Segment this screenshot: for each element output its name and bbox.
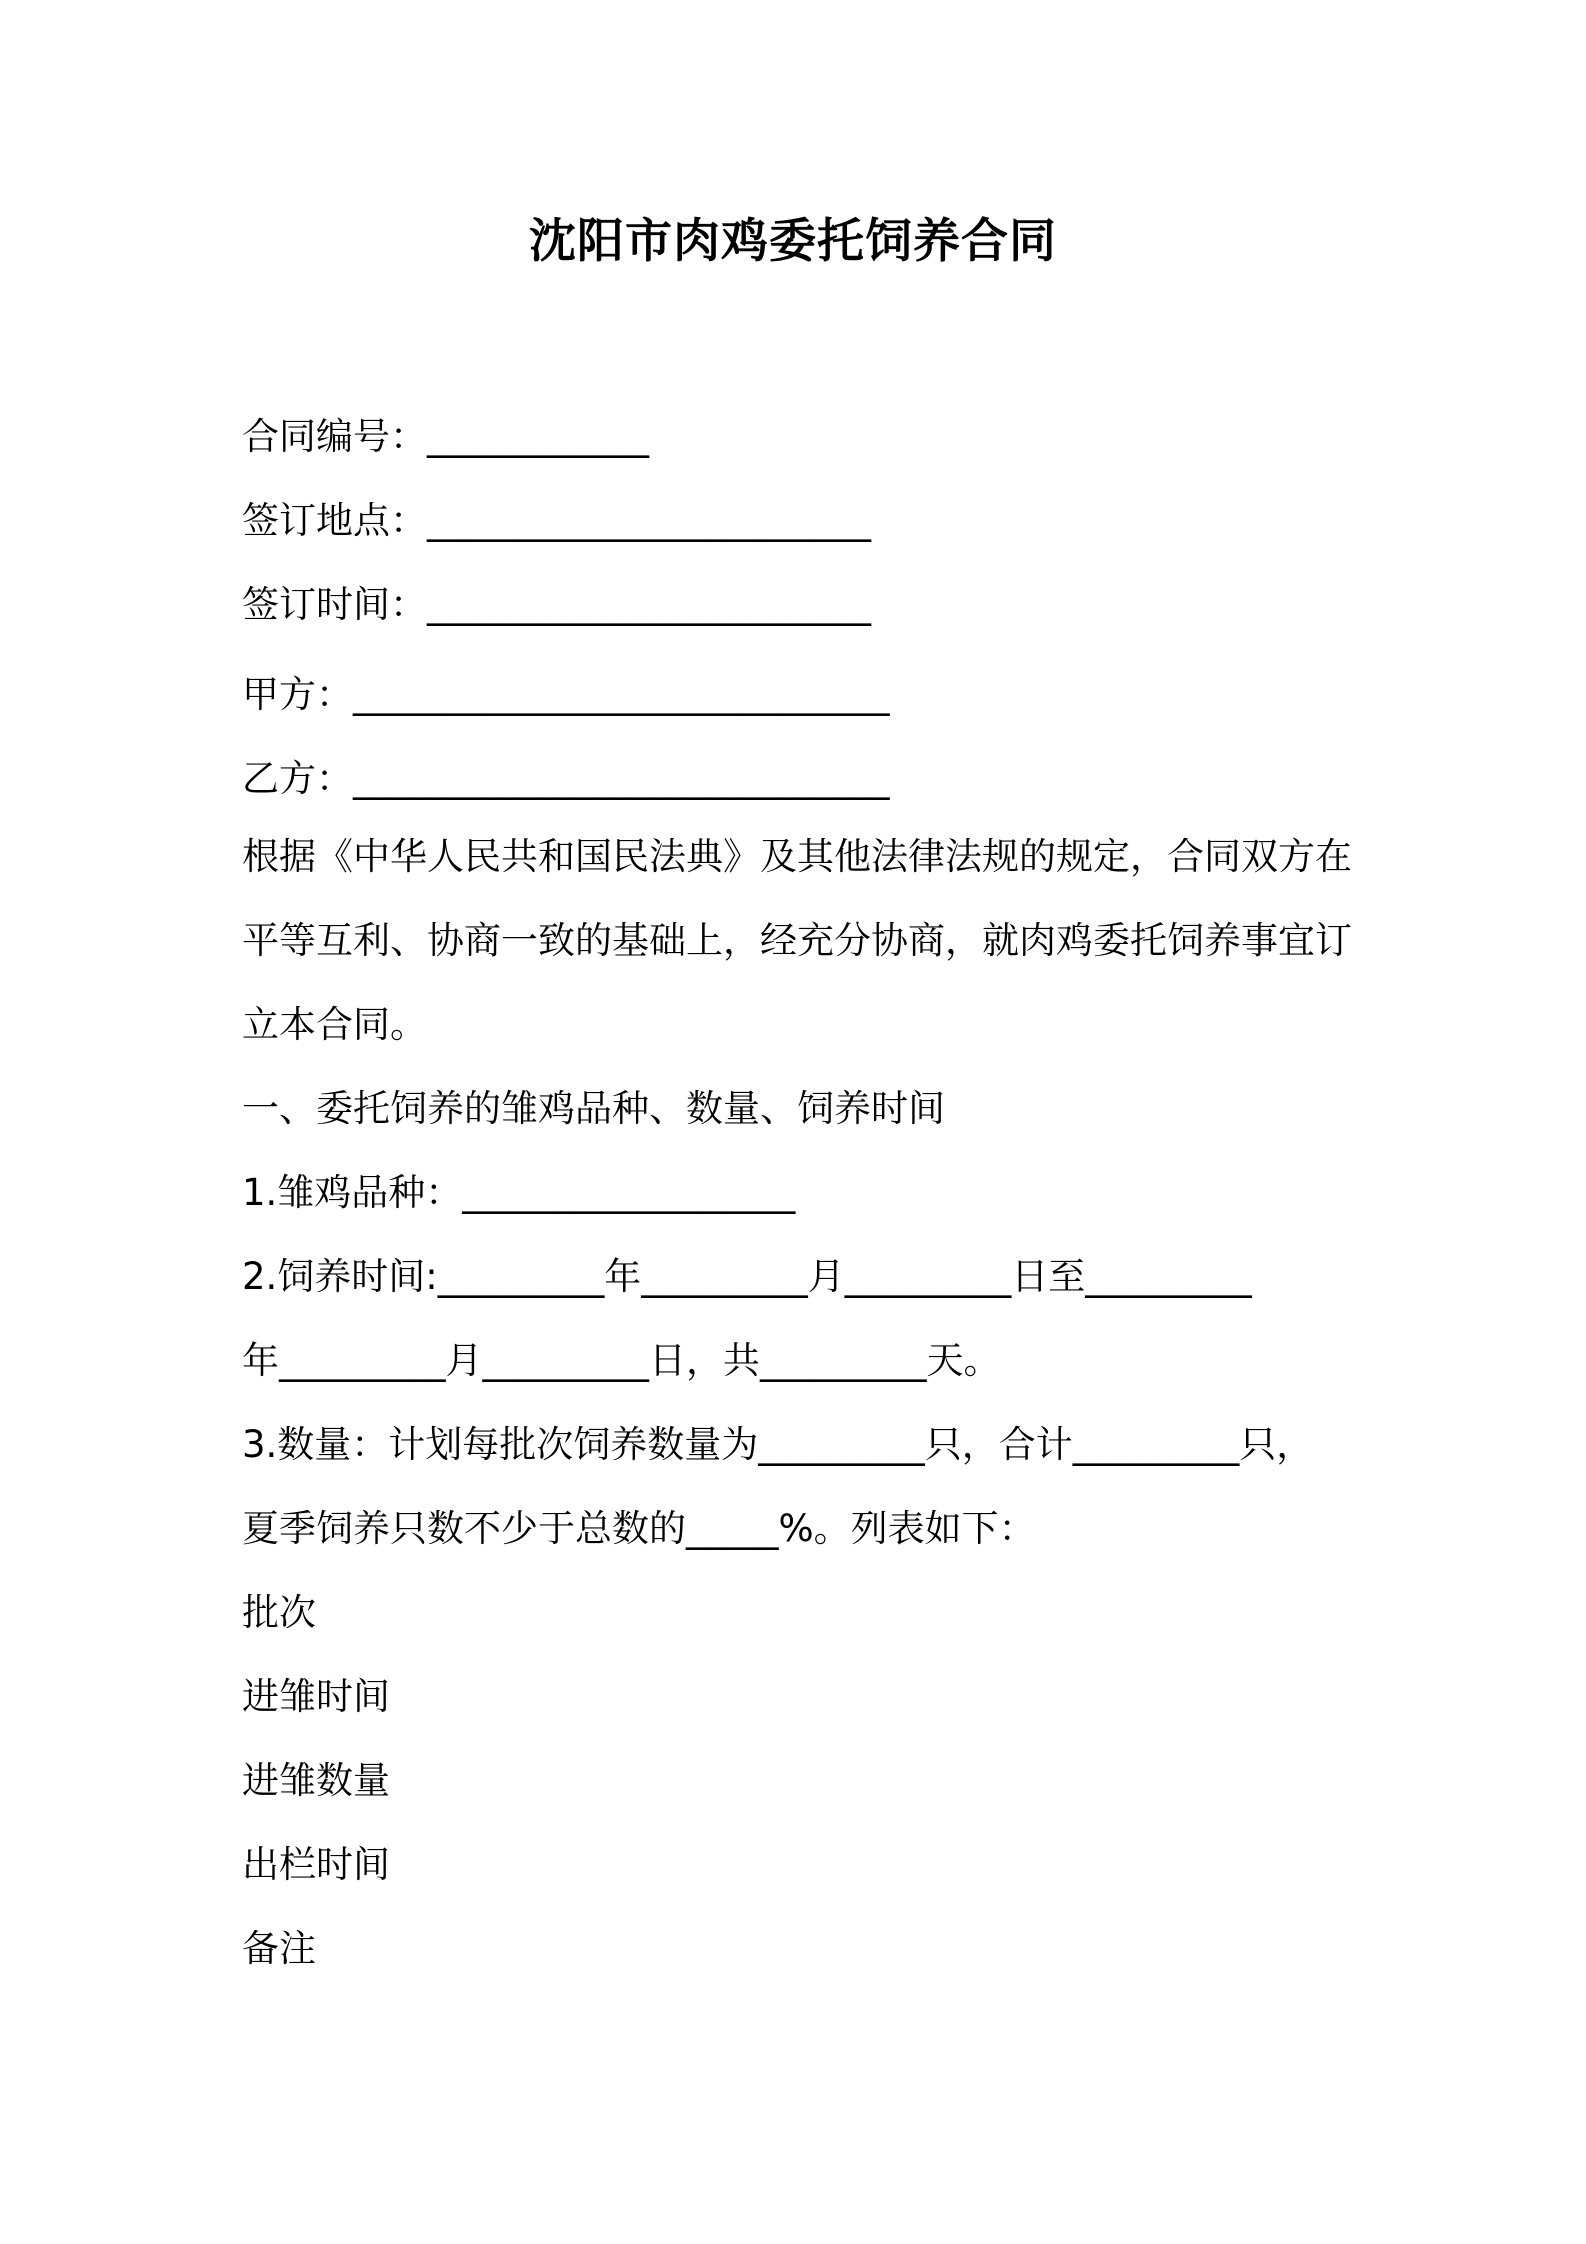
chick-breed-field: 1.雏鸡品种：__________________: [242, 1171, 796, 1214]
section-heading-1: 一、委托饲养的雏鸡品种、数量、饲养时间: [242, 1087, 945, 1130]
list-item-batch: 批次: [242, 1591, 316, 1634]
quantity-line-2: 夏季饲养只数不少于总数的_____%。列表如下：: [242, 1507, 1036, 1550]
list-item-remarks: 备注: [242, 1927, 316, 1970]
list-item-chick-arrival-time: 进雏时间: [242, 1675, 390, 1718]
preamble-line-2: 平等互利、协商一致的基础上，经充分协商，就肉鸡委托饲养事宜订: [242, 919, 1352, 962]
feeding-period-line-2: 年_________月_________日，共_________天。: [242, 1339, 1001, 1382]
signing-time-field: 签订时间：________________________: [242, 583, 871, 626]
party-a-field: 甲方：_____________________________: [242, 673, 890, 716]
preamble-line-3: 立本合同。: [242, 1003, 427, 1046]
contract-number-field: 合同编号：____________: [242, 415, 649, 458]
list-item-chick-arrival-quantity: 进雏数量: [242, 1759, 390, 1802]
quantity-line-1: 3.数量：计划每批次饲养数量为_________只，合计_________只，: [242, 1423, 1314, 1466]
party-b-field: 乙方：_____________________________: [242, 757, 890, 800]
document-title: 沈阳市肉鸡委托饲养合同: [529, 214, 1057, 269]
preamble-line-1: 根据《中华人民共和国民法典》及其他法律法规的规定，合同双方在: [242, 835, 1352, 878]
signing-place-field: 签订地点：________________________: [242, 499, 871, 542]
feeding-period-line-1: 2.饲养时间:_________年_________月_________日至_________: [242, 1255, 1252, 1298]
list-item-slaughter-time: 出栏时间: [242, 1843, 390, 1886]
